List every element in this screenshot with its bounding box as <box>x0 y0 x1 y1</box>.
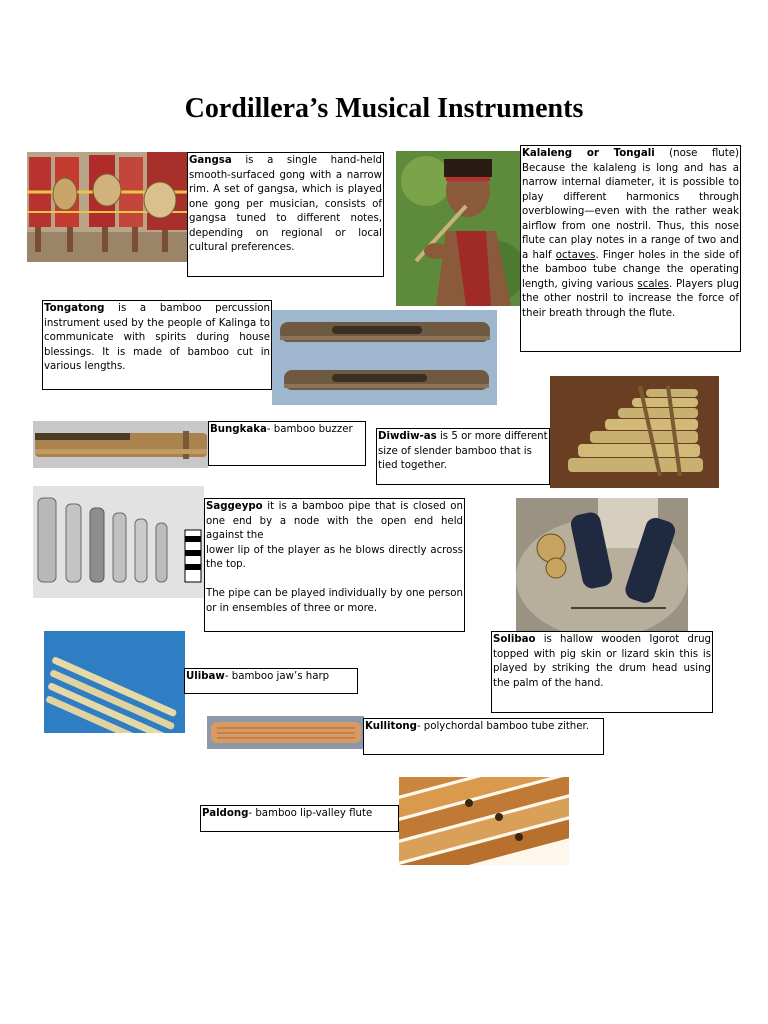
saggeypo-photo <box>33 486 204 598</box>
ulibaw-name: Ulibaw <box>186 671 225 682</box>
saggeypo-text-c: The pipe can be played individually by one person or in ensembles of three or more. <box>206 588 463 614</box>
bungkaka-description <box>208 421 366 466</box>
saggeypo-name: Saggeypo <box>206 501 263 512</box>
diwdiwas-description <box>376 428 550 485</box>
solibao-photo <box>516 498 688 632</box>
kalaleng-name: Kalaleng or Tongali <box>522 148 655 159</box>
page-title: Cordillera’s Musical Instruments <box>184 93 584 124</box>
bungkaka-text: - bamboo buzzer <box>266 424 353 435</box>
gangsa-name: Gangsa <box>189 155 232 166</box>
saggeypo-description <box>204 498 465 632</box>
scales-link[interactable]: scales <box>637 278 669 290</box>
paldong-text: - bamboo lip-valley flute <box>248 808 373 819</box>
bungkaka-name: Bungkaka <box>210 424 267 435</box>
saggeypo-text-b: lower lip of the player as he blows directly across the top. <box>206 544 463 570</box>
diwdiwas-text: is 5 or more different size of slender bamboo that is tied together. <box>378 431 548 471</box>
paldong-photo <box>399 777 569 865</box>
kalaleng-text-a: (nose flute) Because the kalaleng is long and has a narrow internal diameter, it is possible to play different harmonics through overblowing—even with the rather weak airflow from one nostril. Thus, this nose flute can play notes in a range of two and a half <box>522 148 739 261</box>
kalaleng-photo <box>396 151 520 306</box>
solibao-text: is hallow wooden Igorot drug topped with pig skin or lizard skin this is played by striking the drum head using the palm of the hand. <box>493 634 711 689</box>
kalaleng-description <box>520 145 741 352</box>
ulibaw-description <box>184 668 358 694</box>
kullitong-description <box>363 718 604 755</box>
tongatong-text: is a bamboo percussion instrument used by the people of Kalinga to communicate with spirits during house blessings. It is made of bamboo cut in various lengths. <box>44 303 270 372</box>
bungkaka-photo <box>33 421 208 468</box>
kullitong-text: - polychordal bamboo tube zither. <box>416 721 590 732</box>
solibao-description <box>491 631 713 713</box>
paldong-description <box>200 805 399 832</box>
saggeypo-text-a: it is a bamboo pipe that is closed on one end by a node with the open end held against the <box>206 501 463 541</box>
gangsa-photo <box>27 152 187 262</box>
tongatong-name: Tongatong <box>44 303 105 314</box>
solibao-name: Solibao <box>493 634 536 645</box>
diwdiwas-name: Diwdiw-as <box>378 431 437 442</box>
kalaleng-text-b: . Finger holes in the side of the bamboo tube change the operating length, giving various <box>522 249 739 290</box>
ulibaw-photo <box>44 631 185 733</box>
tongatong-photo <box>272 310 497 405</box>
gangsa-description <box>187 152 384 277</box>
tongatong-description <box>42 300 272 390</box>
paldong-name: Paldong <box>202 808 249 819</box>
octaves-link[interactable]: octaves <box>555 249 596 261</box>
kullitong-name: Kullitong <box>365 721 417 732</box>
gangsa-text: is a single hand-held smooth-surfaced gong with a narrow rim. A set of gangsa, which is played one gong per musician, consists of gangsa tuned to different notes, depending on regional or local cultural preferences. <box>189 155 382 253</box>
kullitong-photo <box>207 716 364 749</box>
ulibaw-text: - bamboo jaw’s harp <box>224 671 330 682</box>
kalaleng-text-c: . Players plug the other nostril to increase the force of their breath through the flute. <box>522 278 739 319</box>
diwdiwas-photo <box>550 376 719 488</box>
